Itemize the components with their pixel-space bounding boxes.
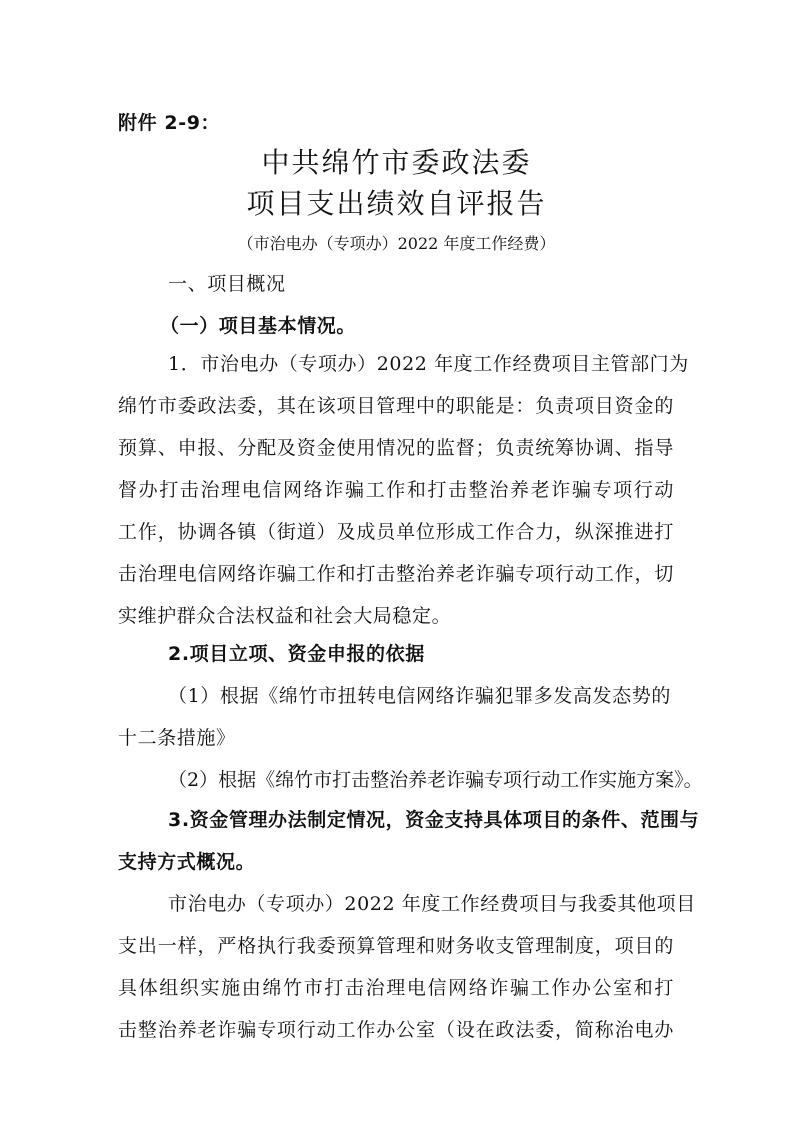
basis1-line: （1）根据《绵竹市扭转电信网络诈骗犯罪多发高发态势的 (168, 685, 671, 707)
page-title-line1: 中共绵竹市委政法委 (261, 146, 532, 179)
basis1-line: 十二条措施》 (118, 727, 236, 749)
page-title-line2: 项目支出绩效自评报告 (246, 187, 547, 220)
page-subtitle: （市治电办（专项办）2022 年度工作经费） (237, 234, 556, 253)
basis2-line: （2）根据《绵竹市打击整治养老诈骗专项行动工作实施方案》。 (168, 769, 703, 791)
para3-line: 支出一样，严格执行我委预算管理和财务收支管理制度，项目的 (118, 935, 674, 957)
para3-line: 具体组织实施由绵竹市打击治理电信网络诈骗工作办公室和打 (118, 977, 674, 999)
attachment-label: 附件 2-9： (118, 112, 221, 134)
para1-line: 绵竹市委政法委，其在该项目管理中的职能是：负责项目资金的 (118, 395, 674, 417)
para1-line: 1．市治电办（专项办）2022 年度工作经费项目主管部门为 (168, 353, 689, 375)
section-1-heading: 一、项目概况 (168, 273, 286, 295)
subsection-1-heading: （一）项目基本情况。 (160, 315, 357, 337)
para1-line: 督办打击治理电信网络诈骗工作和打击整治养老诈骗专项行动 (118, 479, 674, 501)
para3-line: 市治电办（专项办）2022 年度工作经费项目与我委其他项目 (168, 893, 696, 915)
item2-heading: 2.项目立项、资金申报的依据 (168, 643, 425, 665)
item3-heading-line: 支持方式概况。 (118, 851, 256, 873)
para1-line: 预算、申报、分配及资金使用情况的监督；负责统筹协调、指导 (118, 437, 674, 459)
para1-line: 实维护群众合法权益和社会大局稳定。 (118, 605, 452, 627)
item3-heading-line: 3.资金管理办法制定情况，资金支持具体项目的条件、范围与 (168, 809, 700, 831)
para1-line: 工作，协调各镇（街道）及成员单位形成工作合力，纵深推进打 (118, 521, 674, 543)
para3-line: 击整治养老诈骗专项行动工作办公室（设在政法委，简称治电办 (118, 1019, 674, 1041)
para1-line: 击治理电信网络诈骗工作和打击整治养老诈骗专项行动工作，切 (118, 563, 674, 585)
